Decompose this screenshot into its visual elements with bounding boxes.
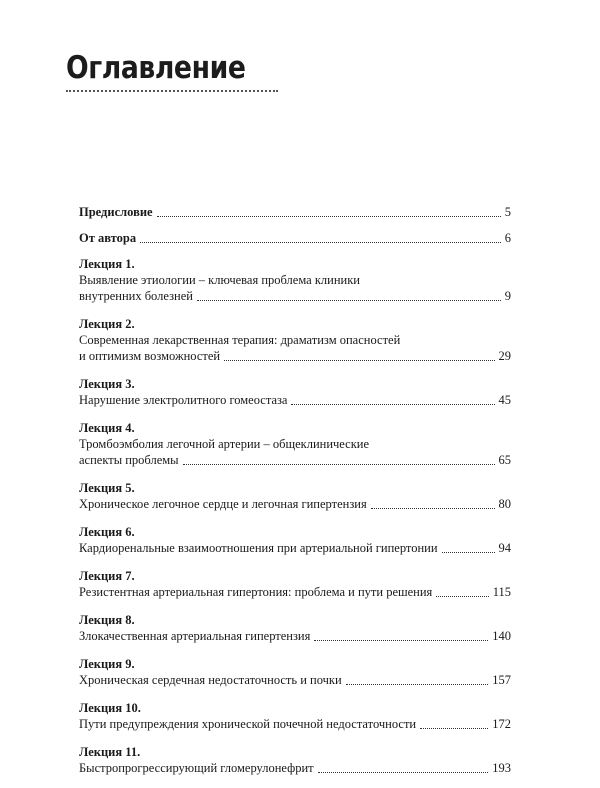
lecture-number: Лекция 2. bbox=[79, 317, 135, 331]
entry-leader-line bbox=[79, 672, 511, 688]
entry-title: Пути предупреждения хронической почечной недостаточности bbox=[79, 717, 417, 731]
toc-entry[interactable] bbox=[79, 256, 511, 304]
page-number: 9 bbox=[504, 289, 511, 303]
entry-title: Злокачественная артериальная гипертензия bbox=[79, 629, 311, 643]
page-number: 45 bbox=[498, 393, 511, 407]
entry-title: Хроническая сердечная недостаточность и почки bbox=[79, 673, 342, 687]
toc-entry[interactable] bbox=[79, 230, 511, 246]
entry-leader-line bbox=[79, 540, 511, 556]
entry-title: Хроническое легочное сердце и легочная гипертензия bbox=[79, 497, 367, 511]
dot-leader bbox=[436, 592, 488, 597]
page-number: 6 bbox=[504, 231, 511, 245]
entry-leader-line bbox=[79, 348, 511, 364]
lecture-number: Лекция 4. bbox=[79, 421, 135, 435]
page-number: 94 bbox=[498, 541, 511, 555]
lecture-number: Лекция 11. bbox=[79, 745, 141, 759]
lecture-number: Лекция 5. bbox=[79, 481, 135, 495]
entry-title: аспекты проблемы bbox=[79, 453, 179, 467]
entry-leader-line bbox=[79, 760, 511, 776]
entry-title: и оптимизм возможностей bbox=[79, 349, 221, 363]
entry-title: От автора bbox=[79, 231, 137, 245]
toc-entry[interactable] bbox=[79, 480, 511, 512]
entry-leader-line bbox=[79, 392, 511, 408]
entry-title: Предисловие bbox=[79, 205, 153, 219]
entry-title: внутренних болезней bbox=[79, 289, 193, 303]
toc-entry[interactable] bbox=[79, 612, 511, 644]
toc-entry[interactable] bbox=[79, 656, 511, 688]
dot-leader bbox=[183, 460, 495, 465]
entry-leader-line bbox=[79, 716, 511, 732]
page-number: 193 bbox=[492, 761, 511, 775]
page-number: 115 bbox=[492, 585, 511, 599]
entry-leader-line bbox=[79, 628, 511, 644]
page-number: 172 bbox=[492, 717, 511, 731]
entry-title: Нарушение электролитного гомеостаза bbox=[79, 393, 288, 407]
toc-entry[interactable] bbox=[79, 420, 511, 468]
page-number: 157 bbox=[492, 673, 511, 687]
dot-leader bbox=[314, 636, 488, 641]
entry-leader-line bbox=[79, 204, 511, 220]
toc-entry[interactable] bbox=[79, 376, 511, 408]
entry-title-line: Выявление этиологии – ключевая проблема клиники bbox=[79, 273, 360, 287]
page-number: 5 bbox=[504, 205, 511, 219]
entry-title: Резистентная артериальная гипертония: проблема и пути решения bbox=[79, 585, 433, 599]
toc-entry[interactable] bbox=[79, 744, 511, 776]
page-number: 80 bbox=[498, 497, 511, 511]
entry-leader-line bbox=[79, 496, 511, 512]
entry-title-line: Современная лекарственная терапия: драматизм опасностей bbox=[79, 333, 401, 347]
entry-title: Кардиоренальные взаимоотношения при артериальной гипертонии bbox=[79, 541, 438, 555]
page-number: 65 bbox=[498, 453, 511, 467]
dot-leader bbox=[157, 212, 501, 217]
dot-leader bbox=[291, 400, 494, 405]
entry-leader-line bbox=[79, 584, 511, 600]
page-title: Оглавление bbox=[66, 50, 246, 86]
dot-leader bbox=[442, 548, 495, 553]
lecture-number: Лекция 3. bbox=[79, 377, 135, 391]
entry-leader-line bbox=[79, 230, 511, 246]
dot-leader bbox=[318, 768, 489, 773]
toc-entry[interactable] bbox=[79, 568, 511, 600]
entry-leader-line bbox=[79, 288, 511, 304]
page-number: 29 bbox=[498, 349, 511, 363]
lecture-number: Лекция 9. bbox=[79, 657, 135, 671]
toc-entry[interactable] bbox=[79, 204, 511, 220]
entry-title: Быстропрогрессирующий гломерулонефрит bbox=[79, 761, 314, 775]
lecture-number: Лекция 10. bbox=[79, 701, 141, 715]
table-of-contents bbox=[79, 204, 511, 788]
toc-entry[interactable] bbox=[79, 316, 511, 364]
dot-leader bbox=[140, 238, 501, 243]
lecture-number: Лекция 1. bbox=[79, 257, 135, 271]
dot-leader bbox=[197, 296, 501, 301]
dot-leader bbox=[371, 504, 495, 509]
entry-title-line: Тромбоэмболия легочной артерии – общеклинические bbox=[79, 437, 370, 451]
entry-leader-line bbox=[79, 452, 511, 468]
dot-leader bbox=[346, 680, 489, 685]
toc-entry[interactable] bbox=[79, 700, 511, 732]
title-underline bbox=[66, 90, 278, 92]
lecture-number: Лекция 6. bbox=[79, 525, 135, 539]
toc-entry[interactable] bbox=[79, 524, 511, 556]
page-number: 140 bbox=[492, 629, 511, 643]
lecture-number: Лекция 7. bbox=[79, 569, 135, 583]
dot-leader bbox=[224, 356, 494, 361]
lecture-number: Лекция 8. bbox=[79, 613, 135, 627]
dot-leader bbox=[420, 724, 488, 729]
